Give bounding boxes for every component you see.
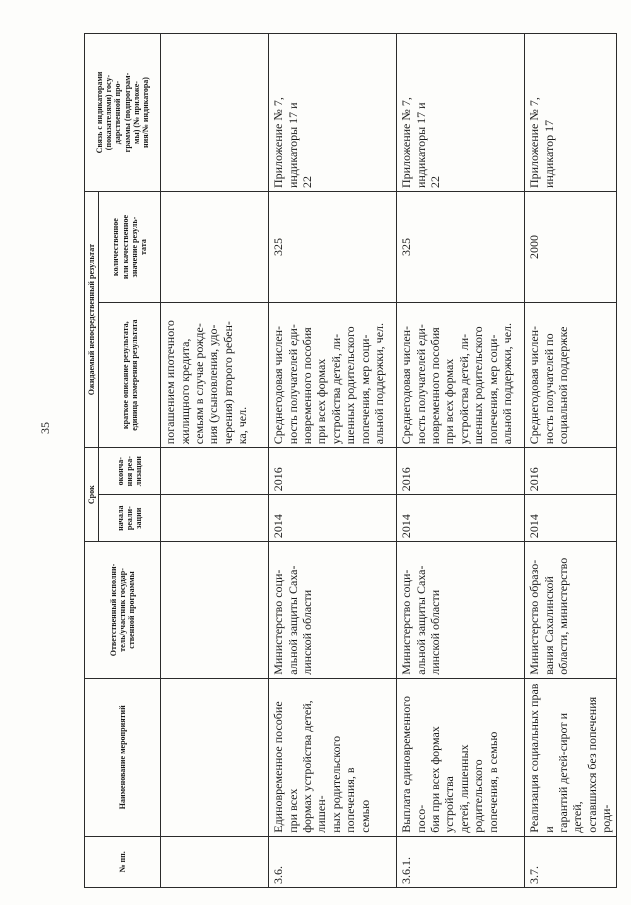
rotated-table-container — [84, 33, 614, 888]
cell-responsible: Министерство соци- альной защиты Саха- линской области — [269, 542, 397, 679]
header-end: оконча- ния реа- лизации — [99, 448, 161, 495]
cell-indicator-link: Приложение № 7, индикатор 17 — [525, 34, 616, 192]
cell-end: 2016 — [269, 448, 397, 495]
header-num: № пп. — [85, 836, 161, 887]
cell-name: Выплата единовременного посо- бия при всех формах устройства детей, лишенных родительского попечения, в семью — [397, 678, 525, 836]
cell-name: Реализация социальных прав и гарантий детей-сирот и детей, оставшихся без попечения роди- — [525, 678, 616, 836]
cell-start — [161, 495, 269, 542]
cell-start: 2014 — [397, 495, 525, 542]
cell-start: 2014 — [525, 495, 616, 542]
header-term: Срок — [85, 448, 99, 542]
cell-responsible: Министерство образо- вания Сахалинской области, министерство — [525, 542, 616, 679]
cell-result-value: 325 — [397, 192, 525, 303]
header-result: Ожидаемый непосредственный результат — [85, 192, 99, 448]
cell-responsible: Министерство соци- альной защиты Саха- линской области — [397, 542, 525, 679]
table-row — [397, 34, 525, 888]
cell-result-value: 2000 — [525, 192, 616, 303]
cell-indicator-link: Приложение № 7, индикаторы 17 и 22 — [269, 34, 397, 192]
header-name: Наименование мероприятий — [85, 678, 161, 836]
measures-table — [84, 33, 617, 888]
header-result-description: краткое описание результата, единица измерения результата — [99, 303, 161, 448]
header-result-value: количественное или качественное значение резуль- тата — [99, 192, 161, 303]
cell-num: 3.7. — [525, 836, 616, 887]
header-indicator-link: Связь с индикаторами (показателями) госу- дарственной про- граммы (подпрограм- мы) (№ приложе- ния/№ индикатора) — [85, 34, 161, 192]
header-responsible: Ответственный исполни- тель/участник государ- ственной программы — [85, 542, 161, 679]
cell-result-description: Среднегодовая числен- ность получателей по социальной поддержке — [525, 303, 616, 448]
cell-name: Единовременное пособие при всех формах устройства детей, лишен- ных родительского попечения, в семью — [269, 678, 397, 836]
cell-start: 2014 — [269, 495, 397, 542]
cell-result-description: погашением ипотечного жилищного кредита, семьям в случае рожде- ния (усыновления, удо- черения) второго ребен- ка, чел. — [161, 303, 269, 448]
cell-end: 2016 — [525, 448, 616, 495]
cell-end — [161, 448, 269, 495]
table-row — [269, 34, 397, 888]
table-row — [525, 34, 616, 888]
cell-num — [161, 836, 269, 887]
cell-indicator-link — [161, 34, 269, 192]
cell-result-value — [161, 192, 269, 303]
table-row — [161, 34, 269, 888]
cell-result-value: 325 — [269, 192, 397, 303]
cell-result-description: Среднегодовая числен- ность получателей еди- новременного пособия при всех формах устройства детей, ли- шенных родительского попечения, мер соци- альной поддержки, чел. — [269, 303, 397, 448]
cell-indicator-link: Приложение № 7, индикаторы 17 и 22 — [397, 34, 525, 192]
page-number: 35 — [38, 422, 52, 434]
header-start: начала реали- зации — [99, 495, 161, 542]
cell-result-description: Среднегодовая числен- ность получателей еди- новременного пособия при всех формах устройства детей, ли- шенных родительского попечения, мер соци- альной поддержки, чел. — [397, 303, 525, 448]
cell-name — [161, 678, 269, 836]
cell-end: 2016 — [397, 448, 525, 495]
cell-num: 3.6.1. — [397, 836, 525, 887]
cell-num: 3.6. — [269, 836, 397, 887]
cell-responsible — [161, 542, 269, 679]
